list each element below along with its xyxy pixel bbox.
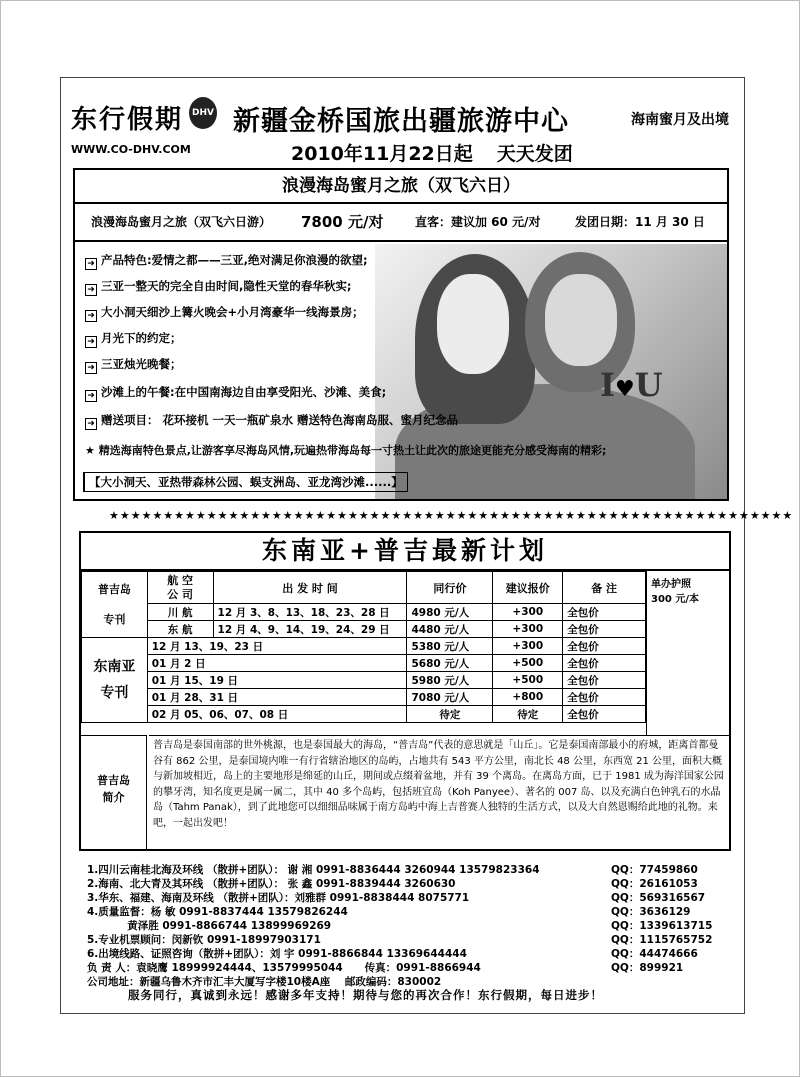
table-row: 川 航 12 月 3、8、13、18、23、28 日 4980 元/人 +300 全包价 <box>82 604 646 621</box>
table-row: 01 月 28、31 日 7080 元/人 +800 全包价 <box>82 689 646 706</box>
arrow-icon: ➜ <box>85 258 97 270</box>
u-letter: U <box>634 366 663 404</box>
contact-row: 负 责 人：袁晓鹰 18999924444、13579995044 传真：0991-8866944 QQ：899921 <box>87 962 684 974</box>
contact-row: 5.专业机票顾问：闵新钦 0991-18997903171 QQ：1115765752 <box>87 934 713 946</box>
contact-row: 3.华东、福建、海南及环线 （散拼+团队）：刘雅群 0991-8838444 8075771 QQ：569316567 <box>87 892 706 904</box>
logo-text: 东行假期 <box>71 105 184 135</box>
table-row: 东南亚 专刊 12 月 13、19、23 日 5380 元/人 +300 全包价 <box>82 638 646 655</box>
se-asia-section <box>79 531 731 851</box>
feature-item: ➜ 三亚一整天的完全自由时间,隐性天堂的春华秋实; <box>85 278 351 296</box>
start-date-row <box>291 139 573 166</box>
contact-row: 1.四川云南桂北海及环线 （散拼+团队）： 谢 湘 0991-8836444 3260944 13579823364 QQ：77459860 <box>87 864 698 876</box>
honeymoon-product: 浪漫海岛蜜月之旅（双飞六日游） <box>91 215 272 229</box>
qq-number: QQ：44474666 <box>611 948 698 960</box>
contact-row: 4.质量监督：杨 敏 0991-8837444 13579826244 QQ：3636129 <box>87 906 691 918</box>
arrow-icon: ➜ <box>85 310 97 322</box>
passport-note: 单办护照 300 元/本 <box>646 571 729 735</box>
feature-item: ➜ 产品特色:爱情之都——三亚,绝对满足你浪漫的欲望; <box>85 252 368 270</box>
contact-row: 6.出境线路、证照咨询（散拼+团队）：刘 宇 0991-8866844 13369644444 QQ：44474666 <box>87 948 698 960</box>
company-subtitle: 海南蜜月及出境 <box>631 112 729 128</box>
daily-departure: 天天发团 <box>496 143 573 165</box>
table-row: 02 月 05、06、07、08 日 待定 待定 全包价 <box>82 706 646 723</box>
feature-item: ➜ 赠送项目： 花环接机 一天一瓶矿泉水 赠送特色海南岛服、蜜月纪念品 <box>85 412 458 430</box>
qq-number: QQ：569316567 <box>611 892 706 904</box>
feature-item: ➜ 沙滩上的午餐:在中国南海边自由享受阳光、沙滩、美食; <box>85 384 386 402</box>
table-header-row <box>82 572 646 604</box>
se-asia-title: 东南亚+普吉最新计划 <box>81 533 729 571</box>
contacts-list <box>87 863 737 989</box>
header-note: 备 注 <box>563 572 646 604</box>
stars-divider: ★★★★★★★★★★★★★★★★★★★★★★★★★★★★★★★★★★★★★★★★★★★★★★★★★★★★★★★★★★★★★★★ <box>109 509 794 522</box>
arrow-icon: ➜ <box>85 390 97 402</box>
table-row: 01 月 2 日 5680 元/人 +500 全包价 <box>82 655 646 672</box>
qq-number: QQ：3636129 <box>611 906 691 918</box>
contact-row: 黄泽胜 0991-8866744 13899969269 QQ：1339613715 <box>87 920 713 932</box>
header-peer-price: 同行价 <box>407 572 493 604</box>
heart-icon: ♥ <box>614 376 635 402</box>
start-date: 2010年11月22日起 <box>291 143 473 165</box>
honeymoon-title: 浪漫海岛蜜月之旅（双飞六日） <box>75 170 727 204</box>
intro-text: 普吉岛是泰国南部的世外桃源，也是泰国最大的海岛，“普吉岛”代表的意思就是「山丘」。它是泰国南部最小的府城，距离首都曼谷有 862 公里，是泰国境内唯一有行省辖治地区的岛屿，占地共有 543 平方公里，南北长 48 公里，东西宽 21 公里，面积大概与新加坡相近，岛上的主要地形是绵延的山丘，期间或点缀着盆地，并有 39 个离岛。在离岛方面，已于 1981 成为海洋国家公园的攀牙湾，知名度更是属一属二，其中 40 多个岛屿，包括班宜岛（Koh Panyee）、著名的 007 岛、以及充满白色钟乳石的水晶岛（Tahm Panak），到了此地您可以细细品味属于南方岛屿中海上吉普赛人独特的生活方式，以及大自然恩赐给此地的礼物。来吧，一起出发吧！ <box>149 735 729 849</box>
table-row: 01 月 15、19 日 5980 元/人 +500 全包价 <box>82 672 646 689</box>
qq-number: QQ：77459860 <box>611 864 698 876</box>
honeymoon-price: 7800 元/对 <box>301 213 384 231</box>
header-suggest-price: 建议报价 <box>493 572 563 604</box>
feature-item: ➜ 三亚烛光晚餐； <box>85 356 182 374</box>
qq-number: QQ：1339613715 <box>611 920 713 932</box>
honeymoon-info-row <box>75 204 727 242</box>
qq-number: QQ：899921 <box>611 962 684 974</box>
table-row: 东 航 12 月 4、9、14、19、24、29 日 4480 元/人 +300 全包价 <box>82 621 646 638</box>
arrow-icon: ➜ <box>85 418 97 430</box>
footer-slogan: 服务同行，真诚到永远！感谢多年支持！期待与您的再次合作！东行假期，每日进步！ <box>128 988 603 1002</box>
group-header: 普吉岛 专刊 <box>82 572 148 638</box>
header-airline: 航 空 公 司 <box>147 572 213 604</box>
arrow-icon: ➜ <box>85 284 97 296</box>
honeymoon-direct-price: 直客：建议加 60 元/对 <box>415 215 541 229</box>
feature-item: ➜ 月光下的约定； <box>85 330 182 348</box>
qq-number: QQ：26161053 <box>611 878 698 890</box>
website-link[interactable]: WWW.CO-DHV.COM <box>71 143 191 156</box>
photo-man-face <box>545 274 617 366</box>
group-header: 东南亚 专刊 <box>82 638 148 723</box>
i-letter: I <box>600 366 615 404</box>
couple-photo <box>375 244 727 499</box>
schedule-table <box>81 571 646 723</box>
arrow-icon: ➜ <box>85 336 97 348</box>
company-name: 新疆金桥国旅出疆旅游中心 <box>233 106 569 137</box>
highlight-line: ★ 精选海南特色景点,让游客享尽海岛风情,玩遍热带海岛每一寸热土让此次的旅途更能充分感受海南的精彩; <box>85 444 607 457</box>
qq-number: QQ：1115765752 <box>611 934 713 946</box>
extra-spots: 【大小洞天、亚热带森林公园、蜈支洲岛、亚龙湾沙滩......】 <box>83 472 408 492</box>
honeymoon-section <box>73 168 729 501</box>
photo-woman-face <box>437 274 509 374</box>
logo-badge: DHV <box>189 97 217 129</box>
intro-label: 普吉岛 简介 <box>81 735 147 849</box>
i-love-u-graphic <box>600 366 663 404</box>
feature-item: ➜ 大小洞天细沙上篝火晚会+小月湾豪华一线海景房； <box>85 304 364 322</box>
honeymoon-departure-date: 发团日期：11 月 30 日 <box>575 215 705 229</box>
arrow-icon: ➜ <box>85 362 97 374</box>
contact-row: 2.海南、北大青及其环线 （散拼+团队）： 张 鑫 0991-8839444 3260630 QQ：26161053 <box>87 878 698 890</box>
contact-row: 公司地址：新疆乌鲁木齐市汇丰大厦写字楼10楼A座 邮政编码：830002 <box>87 976 442 988</box>
header-time: 出 发 时 间 <box>213 572 407 604</box>
